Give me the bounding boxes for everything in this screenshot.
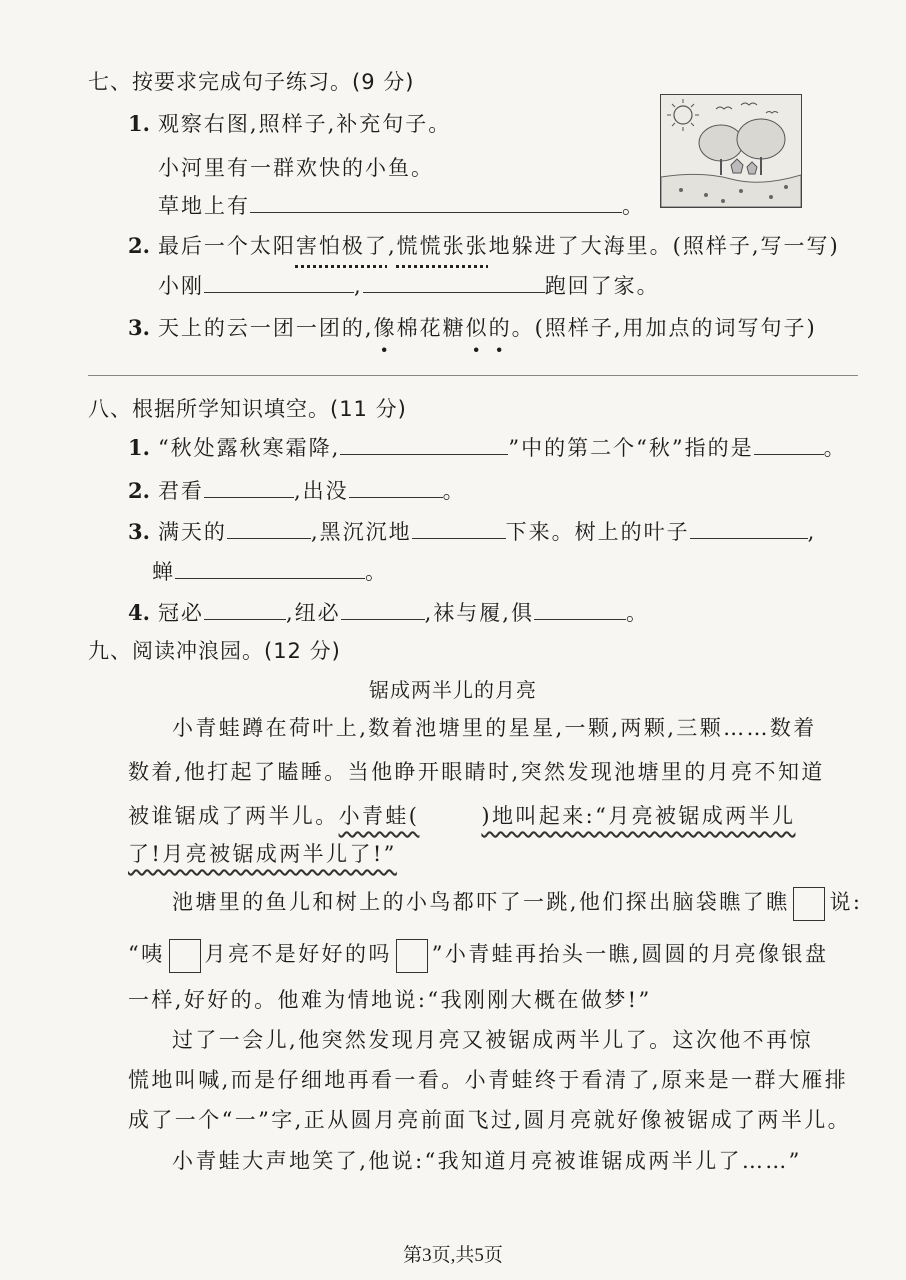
punctuation: 。 (365, 560, 388, 584)
question-number: 2. (128, 478, 150, 503)
punctuation-box[interactable] (396, 939, 428, 973)
answer-blank[interactable] (204, 475, 294, 498)
story-text: 池塘里的鱼儿和树上的小鸟都吓了一跳,他们探出脑袋瞧了瞧 (172, 890, 790, 914)
question-8-1 (128, 432, 847, 462)
question-text-tail: 。(照样子,用加点的词写句子) (511, 316, 817, 340)
question-number: 1. (128, 435, 150, 460)
punctuation: , (807, 520, 817, 544)
story-text: ”小青蛙再抬头一瞧,圆圆的月亮像银盘 (431, 942, 829, 966)
story-text: 说: (829, 890, 863, 914)
answer-rule[interactable] (88, 375, 858, 376)
paragraph-line: 成了一个“一”字,正从圆月亮前面飞过,圆月亮就好像被锯成了两半儿。 (128, 1108, 852, 1132)
answer-blank[interactable] (204, 270, 354, 293)
question-text: ,袜与履,俱 (424, 601, 534, 625)
answer-blank[interactable] (227, 516, 311, 539)
sentence-end: 。 (622, 194, 645, 218)
page-footer: 第3页,共5页 (403, 1245, 503, 1266)
answer-blank[interactable] (175, 556, 365, 579)
question-text: 棉花糖 (396, 316, 466, 340)
answer-blank[interactable] (754, 432, 824, 455)
dotted-word: 的 (488, 316, 512, 340)
section-8-title: 八、根据所学知识填空。(11 分) (88, 397, 407, 421)
punctuation-box[interactable] (169, 939, 201, 973)
example-sentence: 小河里有一群欢快的小鱼。 (158, 156, 434, 180)
question-7-1-answer-line (158, 190, 645, 220)
paragraph-line: 数着,他打起了瞌睡。当他睁开眼睛时,突然发现池塘里的月亮不知道 (128, 760, 825, 784)
dotted-word: 害怕极了 (295, 234, 388, 258)
question-number: 3. (128, 315, 150, 340)
punctuation: 。 (442, 479, 466, 503)
question-7-2 (128, 230, 840, 260)
question-number: 4. (128, 600, 150, 625)
story-text: 被谁锯成了两半儿。 (128, 804, 339, 828)
answer-blank[interactable] (534, 597, 626, 620)
punctuation: , (387, 234, 397, 258)
paragraph-line (128, 938, 868, 973)
question-text: 满天的 (157, 520, 227, 544)
answer-blank[interactable] (690, 516, 808, 539)
story-text: 小青蛙( (338, 804, 420, 828)
answer-blank[interactable] (341, 597, 425, 620)
answer-blank[interactable] (340, 432, 508, 455)
paragraph-line (172, 886, 906, 921)
question-text: ,纽必 (285, 601, 341, 625)
punctuation: , (354, 274, 363, 298)
paragraph-line: 过了一会儿,他突然发现月亮又被锯成两半儿了。这次他不再惊 (172, 1028, 813, 1052)
question-text: ”中的第二个“秋”指的是 (508, 436, 754, 460)
question-text: 蝉 (152, 560, 175, 584)
answer-blank[interactable] (349, 475, 443, 498)
paragraph-line: 一样,好好的。他难为情地说:“我刚刚大概在做梦!” (128, 988, 652, 1012)
illustration-grassland (660, 94, 802, 208)
question-7-2-answer-line (158, 270, 660, 300)
sentence-tail: 跑回了家。 (544, 274, 660, 298)
answer-blank[interactable] (363, 270, 545, 293)
punctuation-box[interactable] (793, 887, 825, 921)
prompt-text: 草地上有 (158, 194, 250, 218)
question-text: 冠必 (157, 601, 204, 625)
question-7-1 (128, 108, 451, 138)
question-text: 君看 (157, 479, 204, 503)
question-number: 3. (128, 519, 150, 544)
question-text: 下来。树上的叶子 (505, 520, 690, 544)
section-7-title: 七、按要求完成句子练习。(9 分) (88, 70, 415, 94)
answer-blank[interactable] (412, 516, 506, 539)
paragraph-line: 小青蛙蹲在荷叶上,数着池塘里的星星,一颗,两颗,三颗……数着 (172, 716, 817, 740)
story-text: )地叫起来:“月亮被锯成两半儿 (481, 804, 796, 828)
story-title: 锯成两半儿的月亮 (369, 678, 537, 702)
section-9-title: 九、阅读冲浪园。(12 分) (88, 639, 341, 663)
question-text: ,出没 (293, 479, 349, 503)
question-number: 2. (128, 233, 150, 258)
question-7-3 (128, 312, 817, 342)
question-text: ,黑沉沉地 (310, 520, 412, 544)
question-text-tail: 地躲进了大海里。(照样子,写一写) (488, 234, 840, 258)
dotted-word: 似 (465, 316, 489, 340)
question-8-2 (128, 475, 466, 505)
dotted-word: 像 (373, 316, 397, 340)
wavy-underlined-text: 了!月亮被锯成两半儿了!” (128, 842, 397, 866)
dotted-words (296, 234, 388, 258)
dotted-word: 慌慌张张 (396, 234, 489, 258)
punctuation: 。 (625, 601, 649, 625)
paragraph-line: 小青蛙大声地笑了,他说:“我知道月亮被谁锯成两半儿了……” (172, 1149, 802, 1173)
paragraph-line (128, 838, 868, 868)
grassland-picture-icon (661, 95, 801, 207)
answer-blank[interactable] (250, 190, 622, 213)
question-text: “秋处露秋寒霜降, (157, 436, 341, 460)
story-text: “咦 (128, 942, 165, 966)
paragraph-line: 慌地叫喊,而是仔细地再看一看。小青蛙终于看清了,原来是一群大雁排 (128, 1068, 849, 1092)
answer-blank[interactable] (419, 801, 481, 823)
story-text: 月亮不是好好的吗 (204, 942, 392, 966)
answer-blank[interactable] (204, 597, 286, 620)
question-number: 1. (128, 111, 150, 136)
question-8-4 (128, 597, 649, 627)
punctuation: 。 (823, 436, 847, 460)
paragraph-line (128, 800, 868, 830)
question-text: 观察右图,照样子,补充句子。 (157, 112, 452, 136)
question-8-3 (128, 516, 816, 546)
question-8-3-line2 (152, 556, 388, 586)
question-text: 天上的云一团一团的, (157, 316, 374, 340)
prompt-text: 小刚 (158, 274, 204, 298)
wavy-underlined-text (339, 804, 796, 828)
question-text: 最后一个太阳 (157, 234, 296, 258)
